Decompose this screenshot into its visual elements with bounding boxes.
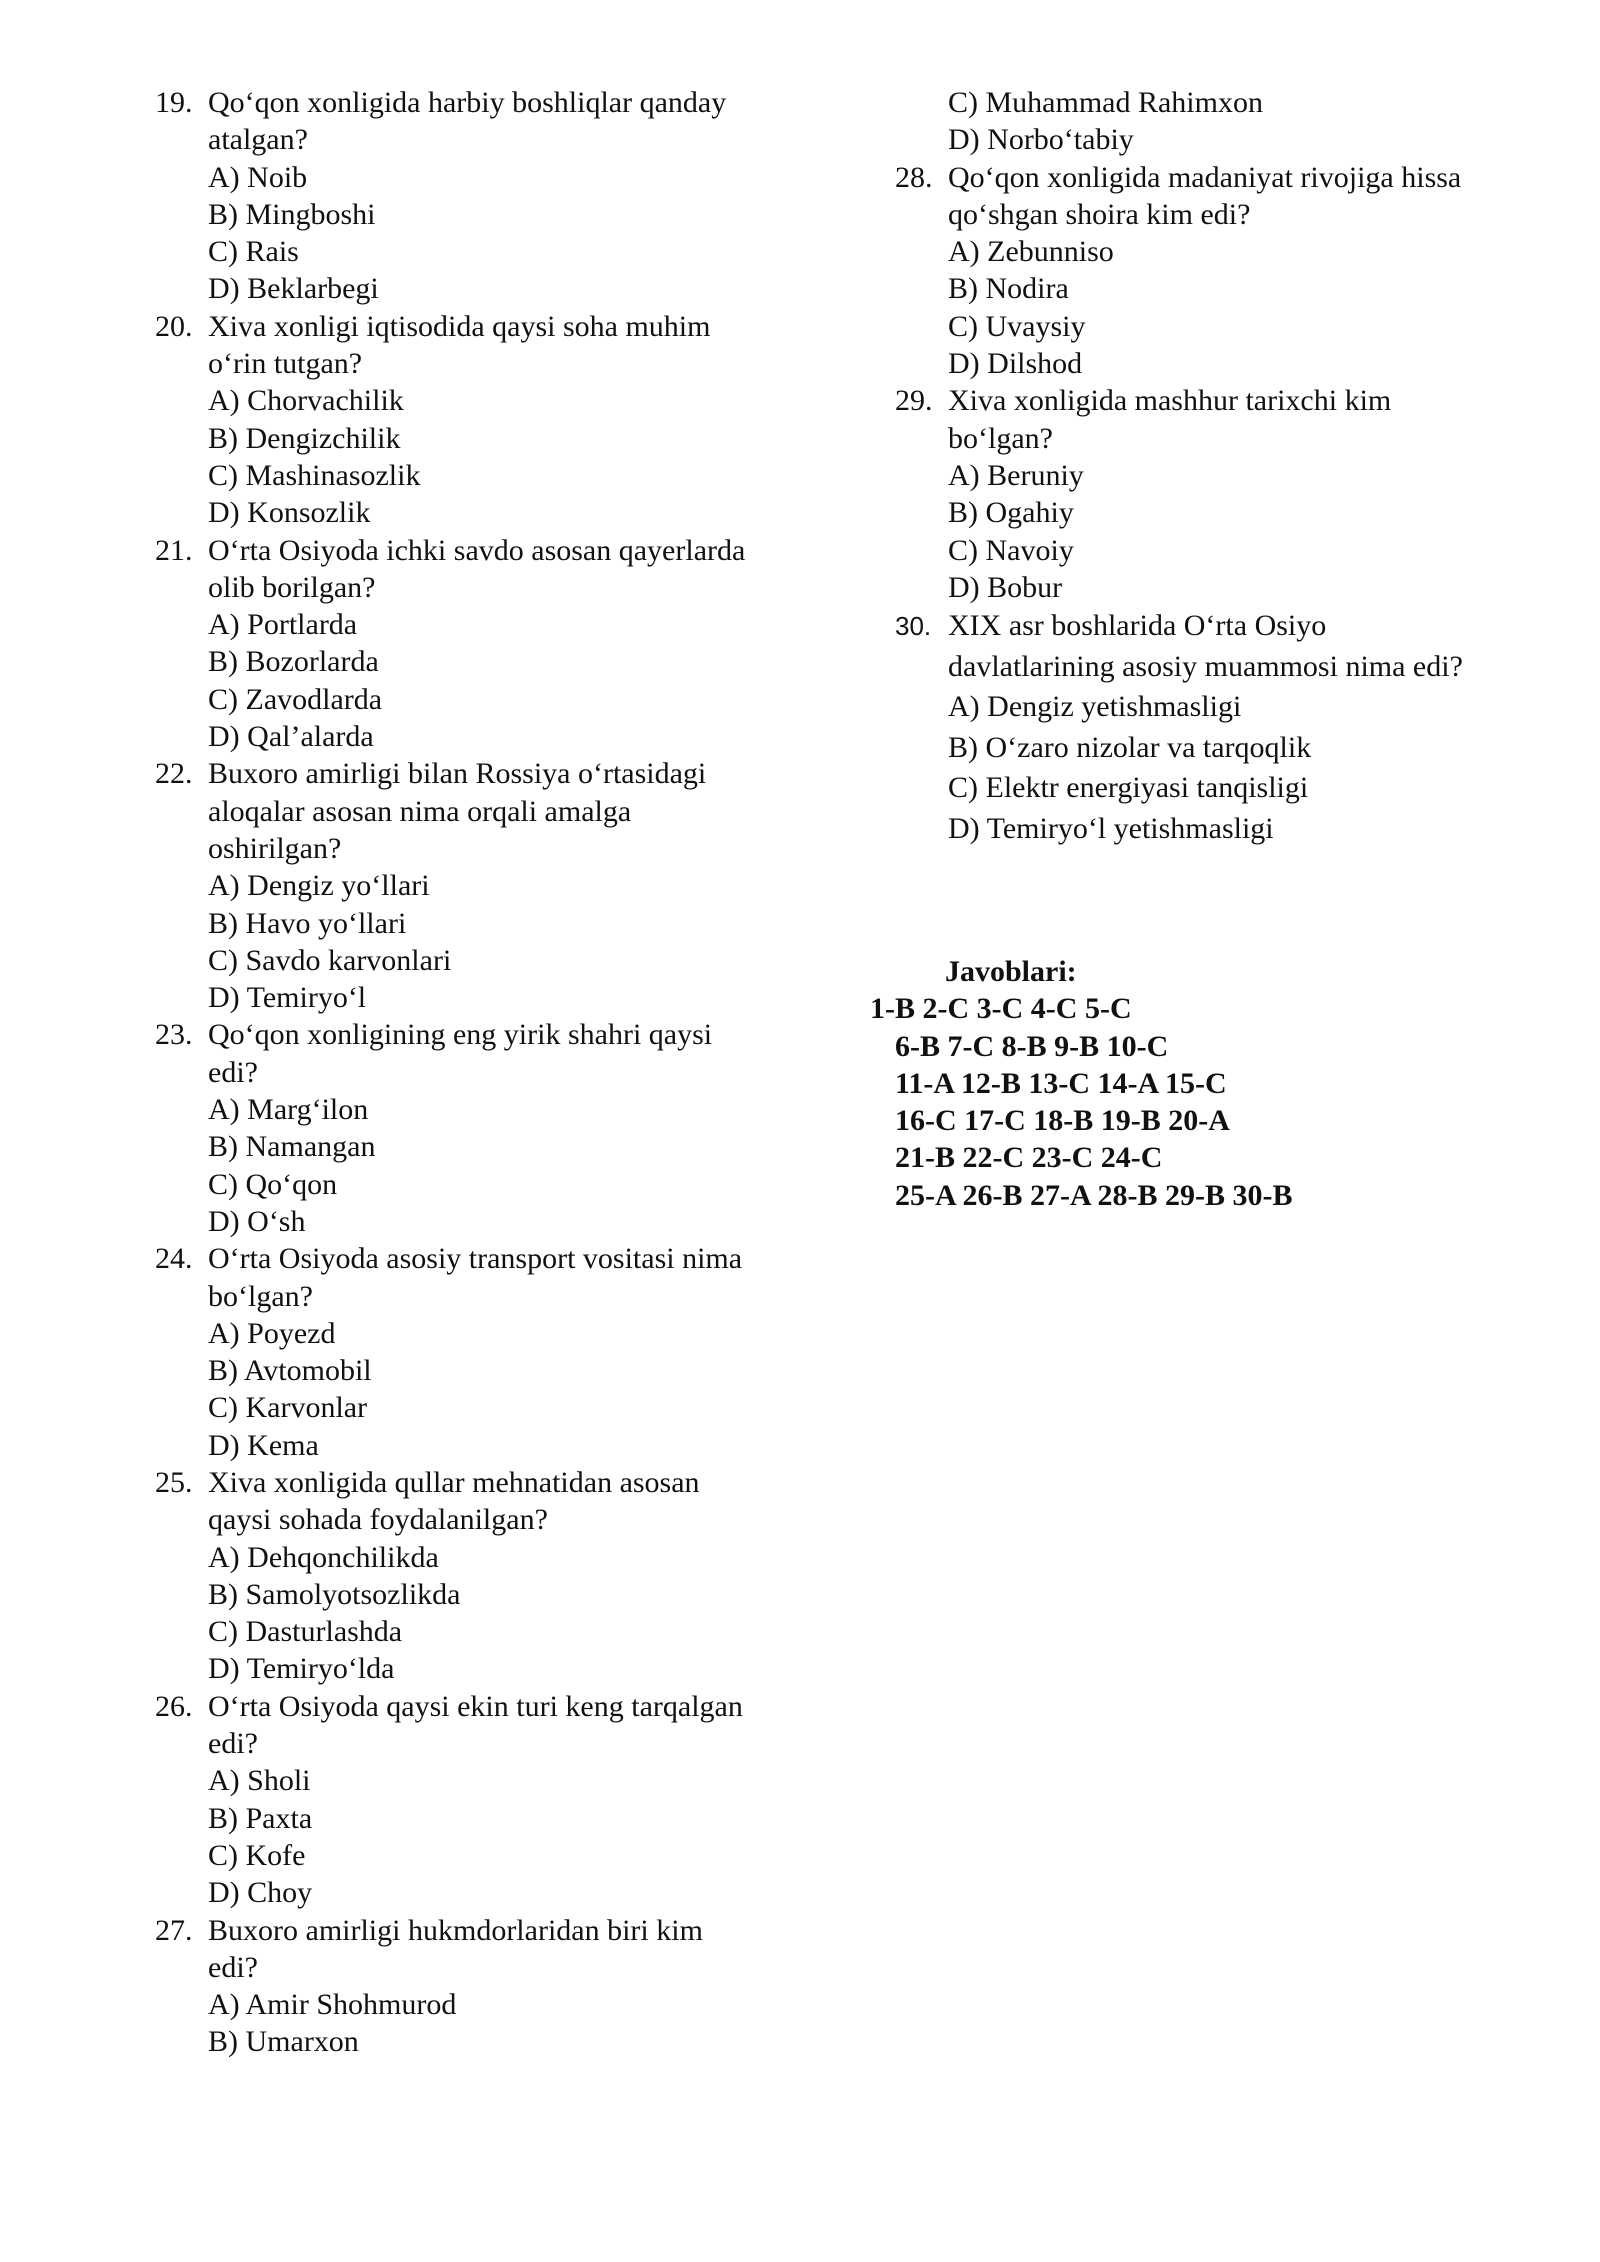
question-28 xyxy=(895,159,1495,383)
left-column xyxy=(155,84,755,2061)
option-a: A) Dehqonchilikda xyxy=(208,1540,439,1574)
option-d: D) Bobur xyxy=(948,570,1063,604)
option-b: B) Namangan xyxy=(208,1130,376,1164)
option-c: C) Elektr energiyasi tanqisligi xyxy=(948,771,1309,805)
question-number: 20. xyxy=(155,309,193,343)
answer-key-line: 1-B 2-C 3-C 4-C 5-C xyxy=(870,992,1132,1026)
option-b: B) Umarxon xyxy=(208,2025,359,2059)
option-a: A) Poyezd xyxy=(208,1316,336,1350)
question-19 xyxy=(155,84,755,308)
answer-key-title: Javoblari: xyxy=(945,955,1077,988)
option-b: B) Mingboshi xyxy=(208,197,376,231)
option-d: D) Temiryo‘l xyxy=(208,981,367,1015)
option-a: A) Beruniy xyxy=(948,458,1084,492)
question-text: Qo‘qon xonligining eng yirik shahri qaysi edi? xyxy=(208,1018,713,1089)
option-c: C) Uvaysiy xyxy=(948,309,1086,343)
option-a: A) Marg‘ilon xyxy=(208,1093,369,1127)
question-29 xyxy=(895,382,1495,606)
question-22 xyxy=(155,755,755,1016)
question-text: Buxoro amirligi hukmdorlaridan biri kim edi? xyxy=(208,1913,703,1984)
option-b: B) Bozorlarda xyxy=(208,645,379,679)
question-text: O‘rta Osiyoda ichki savdo asosan qayerlarda olib borilgan? xyxy=(208,533,746,604)
option-c: C) Muhammad Rahimxon xyxy=(948,86,1263,119)
option-d: D) Dilshod xyxy=(948,347,1083,381)
option-b: B) Dengizchilik xyxy=(208,421,401,455)
answer-key xyxy=(870,953,1293,1214)
option-c: C) Kofe xyxy=(208,1838,306,1872)
option-a: A) Dengiz yetishmasligi xyxy=(948,690,1242,724)
question-27-continued xyxy=(895,84,1495,159)
option-b: B) Avtomobil xyxy=(208,1354,372,1388)
question-number: 28. xyxy=(895,160,933,194)
question-30 xyxy=(895,606,1495,849)
question-number: 29. xyxy=(895,384,933,418)
option-c: C) Dasturlashda xyxy=(208,1615,403,1649)
question-26 xyxy=(155,1688,755,1912)
right-column xyxy=(895,84,1495,849)
option-d: D) Qal’alarda xyxy=(208,720,374,754)
option-a: A) Portlarda xyxy=(208,608,358,642)
option-c: C) Zavodlarda xyxy=(208,682,383,716)
question-21 xyxy=(155,532,755,756)
option-b: B) Nodira xyxy=(948,272,1069,306)
question-20 xyxy=(155,308,755,532)
option-d: D) O‘sh xyxy=(208,1204,306,1238)
option-a: A) Noib xyxy=(208,160,308,194)
option-d: D) Kema xyxy=(208,1428,319,1462)
answer-key-line: 6-B 7-C 8-B 9-B 10-C xyxy=(895,1029,1169,1063)
question-27 xyxy=(155,1912,755,2061)
option-c: C) Rais xyxy=(208,235,299,269)
answer-key-line: 16-C 17-C 18-B 19-B 20-A xyxy=(895,1104,1230,1138)
option-c: C) Karvonlar xyxy=(208,1391,368,1425)
question-number: 22. xyxy=(155,757,193,791)
question-25 xyxy=(155,1464,755,1688)
option-b: B) Ogahiy xyxy=(948,496,1074,530)
option-d: D) Temiryo‘lda xyxy=(208,1652,395,1686)
option-b: B) Paxta xyxy=(208,1801,313,1835)
question-number: 23. xyxy=(155,1018,193,1052)
question-text: O‘rta Osiyoda asosiy transport vositasi nima bo‘lgan? xyxy=(208,1242,743,1313)
question-text: Xiva xonligi iqtisodida qaysi soha muhim o‘rin tutgan? xyxy=(208,309,711,381)
option-d: D) Konsozlik xyxy=(208,496,371,530)
option-c: C) Mashinasozlik xyxy=(208,458,421,492)
question-number: 27. xyxy=(155,1913,193,1947)
option-a: A) Dengiz yo‘llari xyxy=(208,869,430,903)
question-text: XIX asr boshlarida O‘rta Osiyo davlatlarining asosiy muammosi nima edi? xyxy=(948,609,1463,683)
question-text: O‘rta Osiyoda qaysi ekin turi keng tarqalgan edi? xyxy=(208,1689,743,1761)
question-23 xyxy=(155,1016,755,1240)
option-b: B) Samolyotsozlikda xyxy=(208,1577,461,1611)
question-number: 19. xyxy=(155,86,193,119)
option-a: A) Zebunniso xyxy=(948,235,1114,269)
question-text: Qo‘qon xonligida harbiy boshliqlar qanday atalgan? xyxy=(208,86,727,157)
option-d: D) Norbo‘tabiy xyxy=(948,123,1134,157)
question-text: Xiva xonligida qullar mehnatidan asosan qaysi sohada foydalanilgan? xyxy=(208,1465,700,1537)
option-a: A) Amir Shohmurod xyxy=(208,1988,457,2022)
option-a: A) Sholi xyxy=(208,1764,311,1798)
option-a: A) Chorvachilik xyxy=(208,384,404,418)
question-number: 21. xyxy=(155,533,193,567)
option-c: C) Navoiy xyxy=(948,533,1074,567)
option-d: D) Temiryo‘l yetishmasligi xyxy=(948,811,1274,845)
question-24 xyxy=(155,1240,755,1464)
question-text: Qo‘qon xonligida madaniyat rivojiga hissa qo‘shgan shoira kim edi? xyxy=(948,160,1462,231)
question-number: 26. xyxy=(155,1689,193,1723)
answer-key-line: 25-A 26-B 27-A 28-B 29-B 30-B xyxy=(895,1178,1293,1212)
answer-key-line: 11-A 12-B 13-C 14-A 15-C xyxy=(895,1066,1227,1100)
option-c: C) Qo‘qon xyxy=(208,1167,338,1201)
question-text: Xiva xonligida mashhur tarixchi kim bo‘lgan? xyxy=(948,384,1392,455)
option-b: B) Havo yo‘llari xyxy=(208,906,407,940)
question-text: Buxoro amirligi bilan Rossiya o‘rtasidagi aloqalar asosan nima orqali amalga oshirilgan? xyxy=(208,757,707,865)
answer-key-line: 21-B 22-C 23-C 24-C xyxy=(895,1141,1163,1175)
question-number: 30. xyxy=(895,611,932,642)
option-b: B) O‘zaro nizolar va tarqoqlik xyxy=(948,730,1312,764)
option-c: C) Savdo karvonlari xyxy=(208,943,452,977)
option-d: D) Choy xyxy=(208,1876,313,1910)
question-number: 25. xyxy=(155,1465,193,1499)
option-d: D) Beklarbegi xyxy=(208,272,379,306)
question-number: 24. xyxy=(155,1242,193,1276)
